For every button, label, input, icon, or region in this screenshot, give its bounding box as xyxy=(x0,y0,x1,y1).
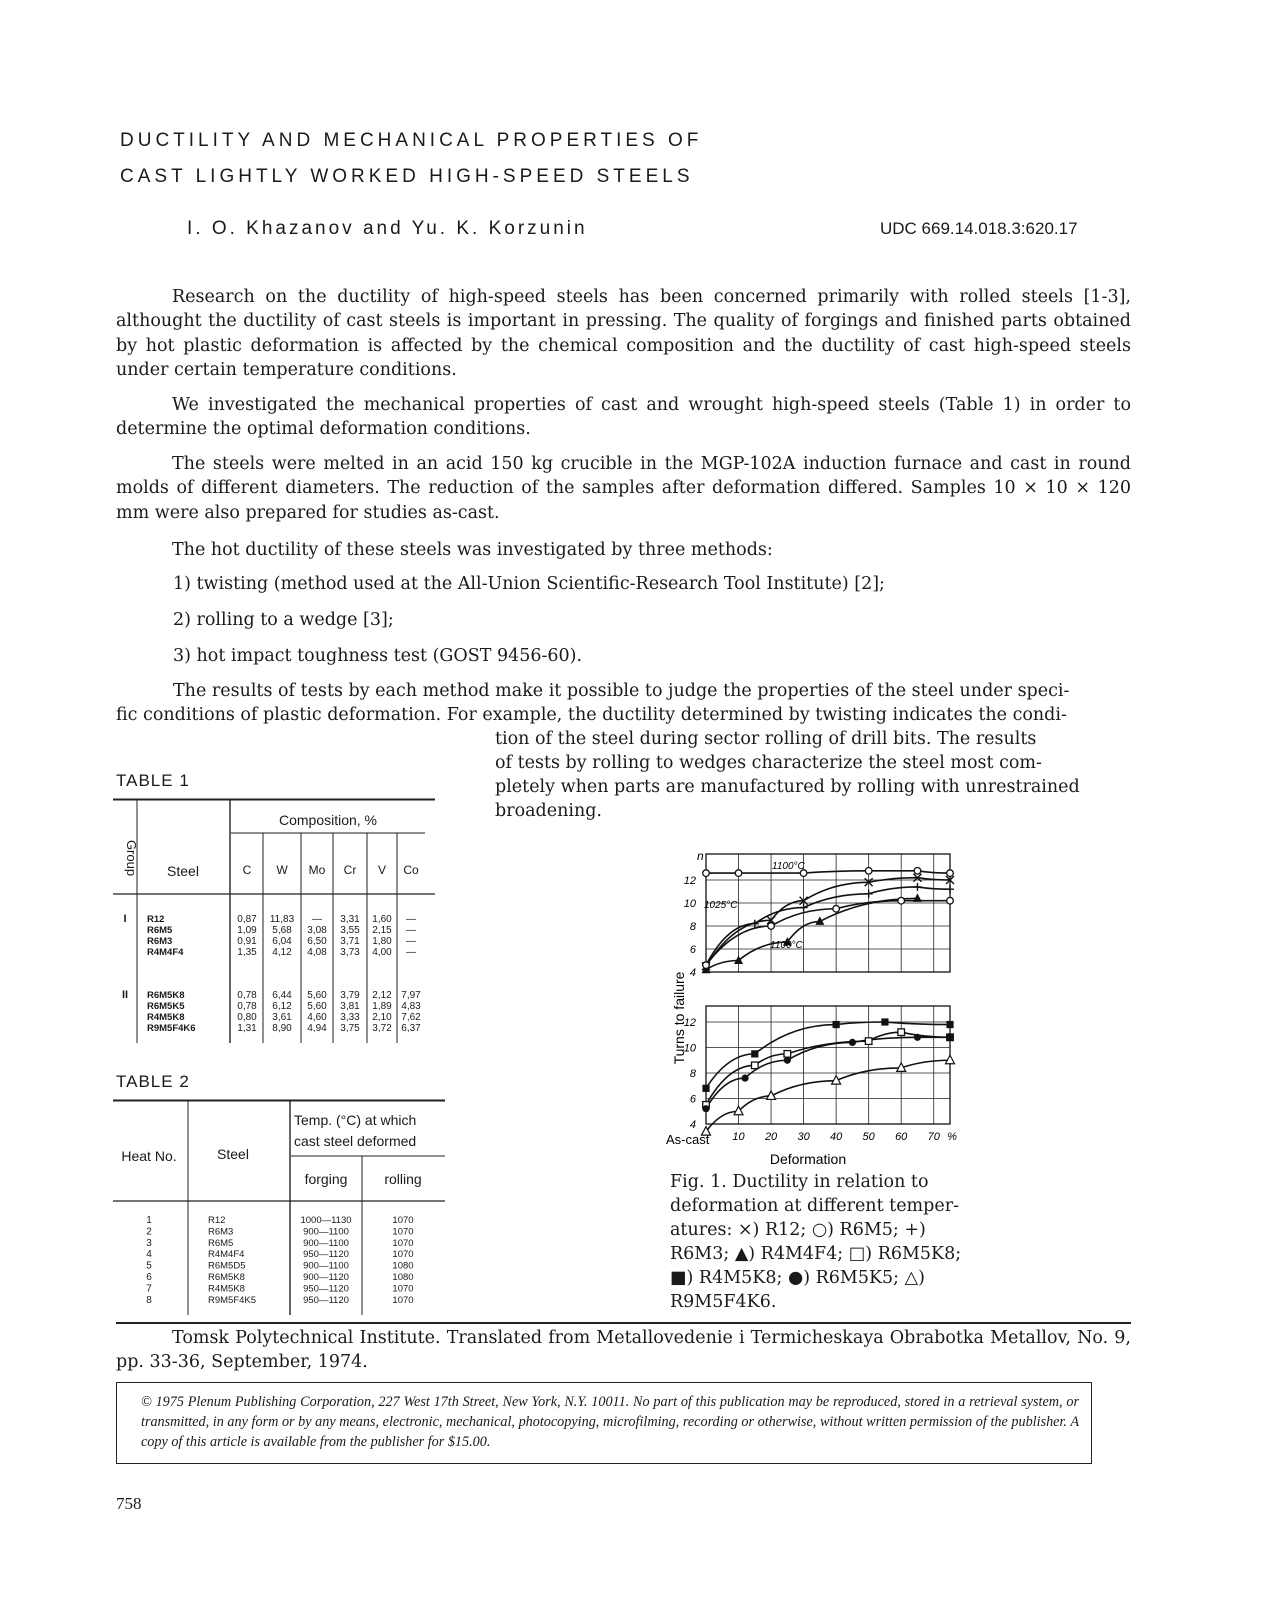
x-axis-label: Deformation xyxy=(769,1151,847,1167)
table1-cell: 0,80 xyxy=(237,1012,257,1023)
copyright-text: © 1975 Plenum Publishing Corporation, 227 West 17th Street, New York, N.Y. 10011. No part of this publication may be reproduced, stored in a retrieval system, or transmitted, in any form or by any means, electronic, mechanical, photocopying, microfilming, recording or otherwise, without written permission of the publisher. A copy of this article is available from the publisher for $15.00. xyxy=(141,1394,1079,1450)
marker-filled-circle xyxy=(849,1039,856,1046)
x-tick-label: 10 xyxy=(732,1131,745,1143)
table2-steel-header: Steel xyxy=(217,1146,249,1162)
table2-rolling: 1070 xyxy=(392,1249,414,1261)
table1-steel-name: R4M5K8 xyxy=(147,1012,185,1023)
method-item-3: 3) hot impact toughness test (GOST 9456-60). xyxy=(173,646,583,666)
marker-filled-circle xyxy=(946,1034,953,1041)
series-line xyxy=(706,871,950,873)
table1-cell: 4,08 xyxy=(307,947,327,958)
table1-group-label: II xyxy=(121,989,129,1001)
paragraph-intro: Research on the ductility of high-speed steels has been concerned primarily with rolled steels [1-3], althought the ductility of cast steels is important in pressing. The quality of forgings and finished parts obtained by hot plastic deformation is affected by the chemical composition and the ductility of cast high-speed steels under certain temperature conditions. xyxy=(116,287,1131,380)
figure-grid xyxy=(706,854,950,1124)
copyright-box xyxy=(116,1382,1092,1464)
table2-steel: R6M5 xyxy=(208,1237,234,1249)
table1-steel-name: R12 xyxy=(147,914,165,925)
table1-element-headers xyxy=(243,863,419,877)
table1-cell: 4,12 xyxy=(272,947,292,958)
caption-line: R6M3; ▲) R4M4F4; □) R6M5K8; xyxy=(670,1244,962,1264)
y-tick-label: 10 xyxy=(683,898,696,910)
marker-open-square xyxy=(898,1029,905,1036)
results-line-5: pletely when parts are manufactured by rolling with unrestrained xyxy=(495,777,1080,797)
results-line-2: fic conditions of plastic deformation. For example, the ductility determined by twisting indicates the condi- xyxy=(116,705,1067,725)
annotation-1025c: 1025°C xyxy=(704,900,738,911)
marker-filled-circle xyxy=(914,1034,921,1041)
table2-steel: R9M5F4K5 xyxy=(208,1294,257,1306)
table1-element-header: V xyxy=(377,863,387,877)
table2-forging: 1000—1130 xyxy=(300,1215,352,1226)
results-line-1: The results of tests by each method make it possible to judge the properties of the steel under speci- xyxy=(173,681,1070,701)
table1-cell: 1,60 xyxy=(372,914,392,925)
table1-steel-name: R6M5K5 xyxy=(147,1001,185,1012)
table1-cell: 6,37 xyxy=(401,1023,421,1034)
marker-open-circle xyxy=(898,897,905,904)
n-label: n xyxy=(697,849,704,863)
y-tick-label: 4 xyxy=(689,1119,696,1131)
table1-cell: 1,89 xyxy=(372,1001,392,1012)
marker-open-square xyxy=(865,1038,872,1045)
affiliation-note: Tomsk Polytechnical Institute. Translated from Metallovedenie i Termicheskaya Obrabotka Metallov, No. 9, pp. 33-36, September, 1974. xyxy=(116,1328,1131,1372)
x-tick-label: 30 xyxy=(797,1131,810,1143)
table1-element-header: Mo xyxy=(308,863,326,877)
table1-cell: 4,00 xyxy=(372,947,392,958)
marker-open-circle xyxy=(947,870,954,877)
table1-group-label: I xyxy=(123,913,127,925)
table1-cell: 3,75 xyxy=(340,1023,360,1034)
caption-line: R9M5F4K6. xyxy=(670,1292,777,1312)
as-cast-label: As-cast xyxy=(666,1132,710,1147)
y-axis-label: Turns to failure xyxy=(671,971,687,1065)
table2-forging: 950—1120 xyxy=(303,1249,349,1261)
table1-cell: 1,31 xyxy=(237,1023,257,1034)
marker-filled-square xyxy=(702,1085,709,1092)
table1-cell: 3,71 xyxy=(340,936,360,947)
table2-rolling: 1070 xyxy=(392,1237,414,1249)
table2-steel: R6M3 xyxy=(208,1226,234,1238)
table2-temp-header-1: Temp. (°C) at which xyxy=(294,1112,417,1128)
table1 xyxy=(113,798,438,1046)
table2-temp-header-2: cast steel deformed xyxy=(294,1133,417,1149)
marker-open-square xyxy=(752,1062,759,1069)
table2-forging: 900—1100 xyxy=(303,1260,349,1272)
table1-steel-name: R6M3 xyxy=(147,936,173,947)
table1-element-header: W xyxy=(276,863,288,877)
marker-open-circle xyxy=(833,905,840,912)
table1-cell: 0,87 xyxy=(237,914,257,925)
annotation-1100c-mid: 1100°C xyxy=(770,940,803,951)
figure-1-chart xyxy=(660,846,970,1172)
results-line-4: of tests by rolling to wedges characterize the steel most com- xyxy=(495,753,1042,773)
caption-line: Fig. 1. Ductility in relation to xyxy=(670,1172,929,1192)
table1-cell: 6,50 xyxy=(307,936,327,947)
results-line-6: broadening. xyxy=(495,801,602,821)
paragraph-melting: The steels were melted in an acid 150 kg crucible in the MGP-102A induction furnace and cast in round molds of different diameters. The reduction of the samples after deformation differed. Samples 10 × 10 × 120 mm were also prepared for studies as-cast. xyxy=(116,454,1131,523)
figure-curves xyxy=(706,871,950,1132)
table1-cell: 7,62 xyxy=(401,1012,421,1023)
table2-steel: R4M5K8 xyxy=(208,1283,245,1295)
table2-rolling: 1070 xyxy=(392,1294,414,1306)
table1-cell: 1,35 xyxy=(237,947,257,958)
table2-rolling-header: rolling xyxy=(384,1171,422,1187)
x-tick-labels xyxy=(732,1131,957,1143)
table2-steel: R6M5K8 xyxy=(208,1272,245,1283)
y-tick-label: 6 xyxy=(689,944,696,956)
table1-cell: — xyxy=(406,925,416,936)
table2-steel: R6M5D5 xyxy=(208,1260,246,1272)
table1-cell: — xyxy=(406,947,416,958)
marker-filled-square xyxy=(946,1021,953,1028)
table2-steel: R12 xyxy=(208,1215,226,1226)
table1-cell: 2,15 xyxy=(372,925,392,936)
table1-cell: 5,60 xyxy=(307,990,327,1001)
table2-heat-no: 6 xyxy=(146,1272,152,1283)
marker-filled-circle xyxy=(741,1075,748,1082)
table1-cell: 3,31 xyxy=(340,914,360,925)
table1-cell: 3,73 xyxy=(340,947,360,958)
x-tick-label: 20 xyxy=(764,1131,778,1143)
table2-forging: 950—1120 xyxy=(303,1294,349,1306)
marker-filled-square xyxy=(751,1050,758,1057)
table1-steel-name: R6M5 xyxy=(147,925,173,936)
x-tick-label: 40 xyxy=(830,1131,843,1143)
table1-cell: 4,94 xyxy=(307,1023,327,1034)
table2-rolling: 1070 xyxy=(392,1215,414,1226)
table1-cell: 3,33 xyxy=(340,1012,360,1023)
table2-rolling: 1070 xyxy=(392,1226,414,1238)
table1-cell: 1,09 xyxy=(237,925,257,936)
table1-cell: 0,78 xyxy=(237,1001,257,1012)
marker-filled-triangle xyxy=(734,956,743,965)
table1-cell: 3,72 xyxy=(372,1023,392,1034)
paragraph-methods-intro: The hot ductility of these steels was investigated by three methods: xyxy=(172,540,773,560)
table2-heat-header: Heat No. xyxy=(121,1148,177,1164)
table1-cell: 3,81 xyxy=(340,1001,360,1012)
y-tick-label: 12 xyxy=(683,1017,696,1029)
x-tick-label: 60 xyxy=(895,1131,908,1143)
table1-cell: 2,12 xyxy=(372,990,392,1001)
table1-cell: 5,68 xyxy=(272,925,292,936)
method-item-2: 2) rolling to a wedge [3]; xyxy=(173,610,394,630)
table2-heat-no: 1 xyxy=(146,1215,152,1226)
table1-composition-header: Composition, % xyxy=(278,812,378,828)
results-line-3: tion of the steel during sector rolling of drill bits. The results xyxy=(495,729,1037,749)
y-tick-label: 12 xyxy=(683,875,696,887)
marker-open-circle xyxy=(914,868,921,875)
marker-filled-square xyxy=(881,1018,888,1025)
table1-steel-name: R6M5K8 xyxy=(147,990,185,1001)
figure-1-caption xyxy=(670,1170,980,1314)
paragraph-investigation: We investigated the mechanical properties of cast and wrought high-speed steels (Table 1) in order to determine the optimal deformation conditions. xyxy=(116,395,1131,440)
table1-cell: 3,79 xyxy=(340,990,360,1001)
table1-element-header: C xyxy=(242,863,252,877)
table1-body xyxy=(122,913,421,1034)
series-line xyxy=(706,878,950,967)
table1-cell: 4,60 xyxy=(307,1012,327,1023)
marker-filled-square xyxy=(833,1021,840,1028)
series-line xyxy=(706,1060,950,1131)
marker-open-circle xyxy=(703,870,710,877)
table2-steel: R4M4F4 xyxy=(208,1249,245,1261)
y-tick-label: 6 xyxy=(689,1093,696,1106)
table1-label: TABLE 1 xyxy=(116,771,190,790)
page-number: 758 xyxy=(116,1494,142,1513)
series-line xyxy=(706,1032,950,1105)
table2-forging: 900—1100 xyxy=(303,1226,349,1238)
annotation-1100c-top: 1100°C xyxy=(772,861,805,872)
table1-group-header: Group xyxy=(124,839,139,877)
x-tick-label: % xyxy=(947,1131,957,1143)
y-tick-label: 10 xyxy=(683,1042,696,1055)
table1-cell: 3,08 xyxy=(307,925,327,936)
table1-steel-name: R4M4F4 xyxy=(147,947,184,958)
table2 xyxy=(113,1099,448,1317)
method-item-1: 1) twisting (method used at the All-Union Scientific-Research Tool Institute) [2]; xyxy=(173,574,885,594)
x-tick-label: 50 xyxy=(862,1131,875,1143)
marker-open-circle xyxy=(947,897,954,904)
figure-markers xyxy=(702,868,955,1136)
table1-cell: 2,10 xyxy=(372,1012,392,1023)
marker-open-circle xyxy=(735,870,742,877)
y-tick-label: 4 xyxy=(689,967,696,979)
table1-cell: 1,80 xyxy=(372,936,392,947)
table2-body xyxy=(146,1215,413,1306)
table1-cell: — xyxy=(406,914,416,925)
table1-cell: 0,78 xyxy=(237,990,257,1001)
table2-heat-no: 5 xyxy=(146,1260,152,1272)
footer-rule xyxy=(116,1322,1131,1324)
marker-open-square xyxy=(784,1051,791,1058)
table1-cell: 8,90 xyxy=(272,1023,292,1034)
y-tick-label: 8 xyxy=(689,1068,696,1080)
series-line xyxy=(706,901,950,965)
table1-cell: 6,12 xyxy=(272,1001,292,1012)
article-title-line-1: DUCTILITY AND MECHANICAL PROPERTIES OF xyxy=(120,130,703,151)
table2-rolling: 1070 xyxy=(392,1283,414,1295)
table1-cell: 5,60 xyxy=(307,1001,327,1012)
marker-filled-circle xyxy=(784,1057,791,1064)
table2-forging: 900—1120 xyxy=(303,1272,349,1283)
marker-open-circle xyxy=(865,868,872,875)
x-tick-label: 70 xyxy=(927,1131,940,1143)
table2-forging: 950—1120 xyxy=(303,1283,349,1295)
table1-cell: 6,44 xyxy=(272,990,292,1001)
table2-rolling: 1080 xyxy=(392,1272,414,1283)
table1-element-header: Cr xyxy=(343,863,357,877)
table2-forging: 900—1100 xyxy=(303,1237,349,1249)
authors: I. O. Khazanov and Yu. K. Korzunin xyxy=(187,218,588,239)
table2-forging-header: forging xyxy=(304,1171,348,1187)
table1-cell: 7,97 xyxy=(401,990,421,1001)
table1-steel-header: Steel xyxy=(167,863,199,879)
article-title-line-2: CAST LIGHTLY WORKED HIGH-SPEED STEELS xyxy=(120,166,694,187)
y-tick-label: 8 xyxy=(689,921,696,933)
udc-code: UDC 669.14.018.3:620.17 xyxy=(880,219,1078,238)
table2-heat-no: 2 xyxy=(146,1226,152,1238)
table1-cell: 0,91 xyxy=(237,936,257,947)
table2-heat-no: 7 xyxy=(146,1283,152,1295)
marker-filled-circle xyxy=(702,1105,709,1112)
table1-cell: 11,83 xyxy=(269,914,295,925)
table2-label: TABLE 2 xyxy=(116,1072,190,1091)
table1-steel-name: R9M5F4K6 xyxy=(147,1023,196,1034)
table2-heat-no: 8 xyxy=(146,1294,152,1306)
caption-line: ■) R4M5K8; ●) R6M5K5; △) xyxy=(670,1268,925,1288)
table1-cell: — xyxy=(406,936,416,947)
caption-line: deformation at different temper- xyxy=(670,1196,959,1216)
table1-cell: 3,55 xyxy=(340,925,360,936)
table1-element-header: Co xyxy=(403,863,419,877)
table1-cell: 3,61 xyxy=(272,1012,292,1023)
table1-cell: 6,04 xyxy=(272,936,292,947)
table1-cell: — xyxy=(312,914,322,925)
table2-heat-no: 4 xyxy=(146,1249,152,1261)
marker-open-circle xyxy=(703,962,710,969)
table2-heat-no: 3 xyxy=(146,1237,152,1249)
table1-cell: 4,83 xyxy=(401,1001,421,1012)
caption-line: atures: ×) R12; ○) R6M5; +) xyxy=(670,1220,926,1240)
marker-open-circle xyxy=(768,923,775,930)
table2-rolling: 1080 xyxy=(392,1260,414,1272)
